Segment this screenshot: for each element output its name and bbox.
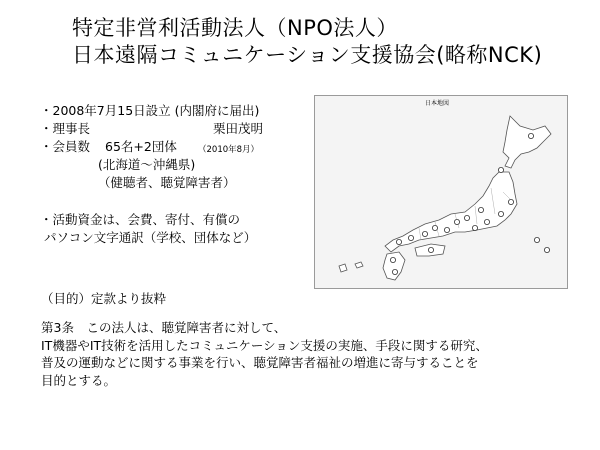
kyushu-shape	[383, 252, 405, 280]
map-marker	[444, 227, 449, 232]
map-marker	[422, 231, 427, 236]
map-marker	[478, 207, 483, 212]
article-line: 目的とする。	[41, 372, 117, 388]
members-label: ・会員数	[40, 139, 91, 154]
map-marker	[498, 167, 503, 172]
map-marker	[396, 239, 401, 244]
title-line-2: 日本遠隔コミュニケーション支援協会(略称NCK)	[72, 43, 543, 67]
map-marker	[428, 247, 433, 252]
article-line: IT機器やIT技術を活用したコミュニケーション支援の実施、手段に関する研究、	[41, 337, 488, 353]
map-marker	[508, 199, 513, 204]
funding-line-2: パソコン文字通訳（学校、団体など）	[44, 230, 257, 245]
map-label: 日本地図	[425, 100, 450, 107]
map-marker	[392, 269, 397, 274]
article-line: 第3条 この法人は、聴覚障害者に対して、	[41, 320, 287, 335]
map-marker	[484, 219, 489, 224]
chair-label: ・理事長	[40, 121, 91, 136]
article-text	[41, 319, 488, 389]
japan-map	[314, 95, 568, 289]
chair-name: 栗田茂明	[213, 121, 264, 136]
funding-line-1: ・活動資金は、会費、寄付、有償の	[40, 212, 241, 227]
honshu-shape	[385, 172, 517, 252]
map-marker	[454, 219, 459, 224]
map-marker	[544, 247, 549, 252]
map-marker	[472, 225, 477, 230]
established-line: ・2008年7月15日設立 (内閣府に届出)	[40, 103, 260, 118]
member-markers	[390, 133, 549, 274]
map-marker	[464, 215, 469, 220]
japan-map-drawing	[315, 96, 567, 288]
article-line: 普及の運動などに関する事業を行い、聴覚障害者福祉の増進に寄与することを	[41, 355, 479, 370]
map-marker	[528, 133, 533, 138]
members-types: （健聴者、聴覚障害者）	[98, 175, 236, 190]
islands-shape	[355, 262, 363, 268]
members-region: (北海道～沖縄県)	[98, 157, 196, 172]
hokkaido-shape	[503, 116, 551, 168]
map-marker	[534, 237, 539, 242]
map-marker	[432, 225, 437, 230]
title-line-1: 特定非営利活動法人（NPO法人）	[72, 16, 398, 40]
purpose-heading: （目的）定款より抜粋	[41, 291, 167, 306]
members-value: 65名+2団体	[105, 139, 177, 154]
map-marker	[390, 257, 395, 262]
map-marker	[498, 211, 503, 216]
members-date-note: （2010年8月）	[198, 145, 260, 155]
map-marker	[408, 235, 413, 240]
okinawa-shape	[339, 264, 347, 272]
